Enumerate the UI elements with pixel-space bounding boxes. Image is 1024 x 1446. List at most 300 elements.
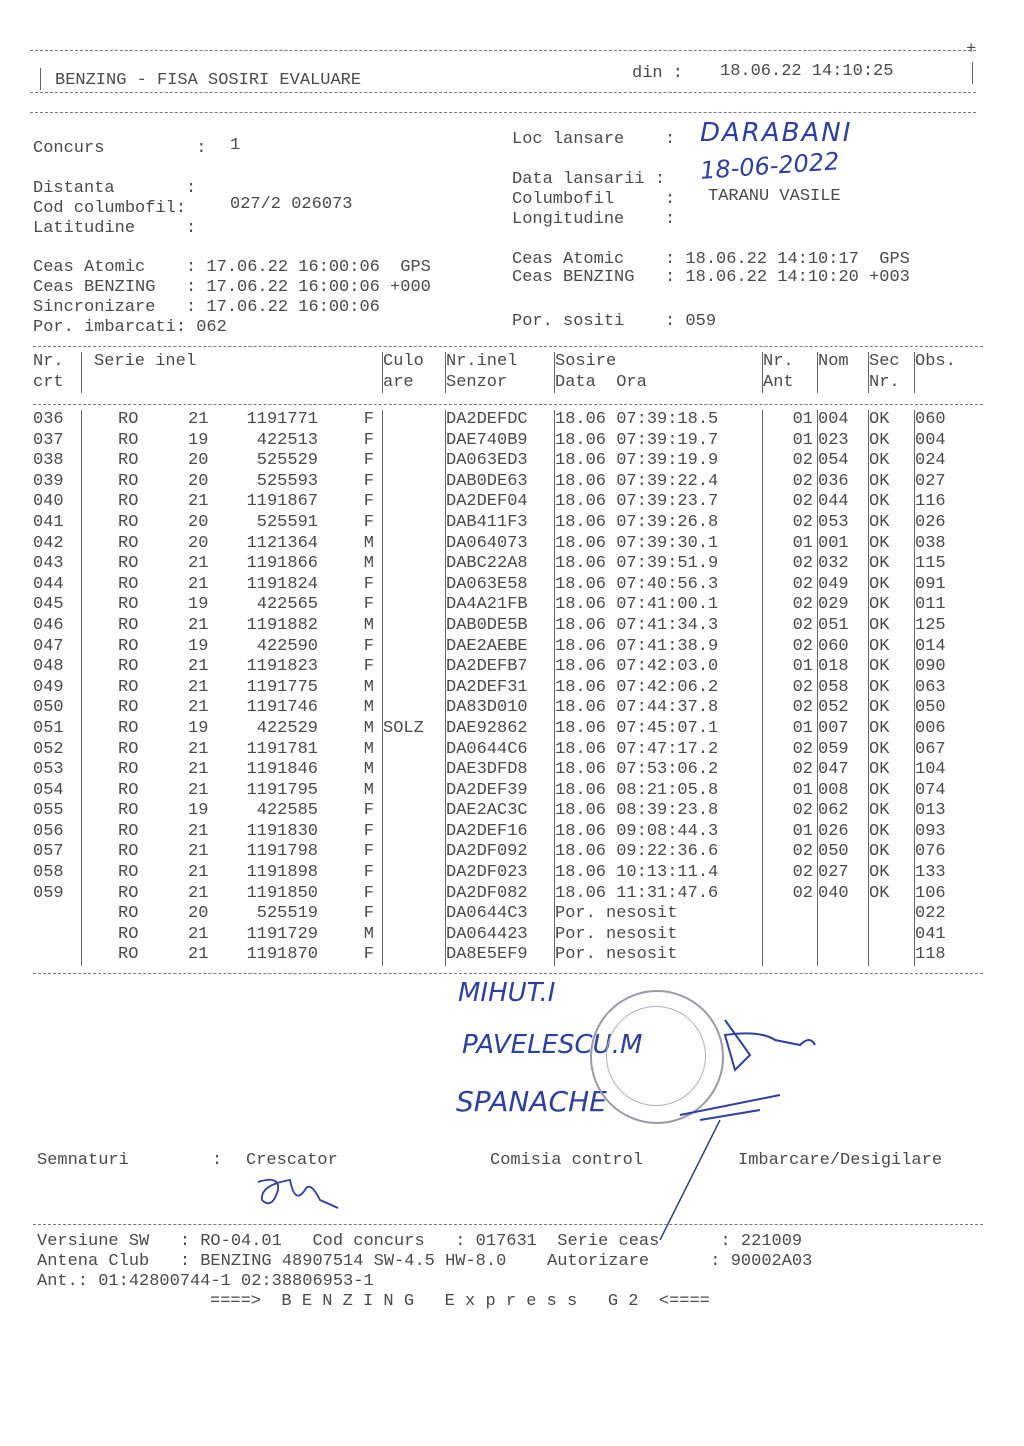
cell-senzor: DAB411F3 <box>446 513 555 534</box>
cell-obs: 116 <box>915 492 996 513</box>
ring-country: RO <box>118 760 139 780</box>
col-culoare-2: are <box>383 373 446 394</box>
cell-sosire: 18.06 07:39:19.9 <box>555 451 763 472</box>
ring-number: 1191746 <box>246 698 318 718</box>
cell-nom <box>818 904 869 925</box>
cell-serie <box>82 410 383 431</box>
cell-obs: 041 <box>915 925 996 946</box>
ring-year: 20 <box>188 904 209 924</box>
distanta-label: Distanta : <box>33 179 197 198</box>
cell-nom: 029 <box>818 595 869 616</box>
ring-number: 1191866 <box>246 554 318 574</box>
cell-sosire: 18.06 09:08:44.3 <box>555 822 763 843</box>
col-culoare: Culo <box>383 352 446 373</box>
ring-year: 21 <box>188 492 209 512</box>
cell-sosire: 18.06 07:42:03.0 <box>555 657 763 678</box>
ring-year: 19 <box>188 430 209 450</box>
cell-nr: 049 <box>33 677 64 697</box>
table-row <box>33 904 995 925</box>
cell-nom: 052 <box>818 698 869 719</box>
col-senzor-2: Senzor <box>446 373 555 394</box>
ring-sex: M <box>363 615 374 635</box>
cell-nr: 052 <box>33 739 64 759</box>
cell-nom: 059 <box>818 740 869 761</box>
cell-ant <box>763 904 818 925</box>
cell-senzor: DA2DEF39 <box>446 781 555 802</box>
cell-obs: 050 <box>915 698 996 719</box>
ring-sex: F <box>363 821 374 841</box>
cell-obs: 118 <box>915 945 996 966</box>
cell-culoare <box>383 945 446 966</box>
table-row <box>33 616 995 637</box>
table-row <box>33 657 995 678</box>
ring-year: 19 <box>188 718 209 738</box>
cell-obs: 063 <box>915 678 996 699</box>
ring-year: 21 <box>188 657 209 677</box>
cell-sec: OK <box>869 863 915 884</box>
cell-culoare <box>383 554 446 575</box>
cell-senzor: DA0644C3 <box>446 904 555 925</box>
cell-senzor: DA2DF092 <box>446 842 555 863</box>
ring-sex: F <box>363 410 374 429</box>
din-label: din : <box>632 64 684 83</box>
cell-culoare <box>383 575 446 596</box>
cell-sosire: 18.06 07:41:34.3 <box>555 616 763 637</box>
cell-nr: 038 <box>33 451 64 471</box>
cell-sosire: 18.06 07:41:38.9 <box>555 637 763 658</box>
ring-year: 21 <box>188 760 209 780</box>
ring-country: RO <box>118 883 139 903</box>
cell-nr: 043 <box>33 554 64 574</box>
cell-nr <box>33 904 82 925</box>
cell-senzor: DA2DEF04 <box>446 492 555 513</box>
ring-year: 21 <box>188 410 209 429</box>
cell-culoare <box>383 657 446 678</box>
cell-culoare <box>383 595 446 616</box>
cell-culoare <box>383 698 446 719</box>
ring-year: 21 <box>188 554 209 574</box>
cell-nom: 026 <box>818 822 869 843</box>
cell-sosire: 18.06 07:42:06.2 <box>555 678 763 699</box>
cell-nr: 039 <box>33 471 64 491</box>
cell-sec: OK <box>869 451 915 472</box>
cell-culoare <box>383 492 446 513</box>
cell-nom: 050 <box>818 842 869 863</box>
cell-ant: 02 <box>763 554 818 575</box>
ring-year: 21 <box>188 739 209 759</box>
cell-sosire: Por. nesosit <box>555 945 763 966</box>
ring-sex: F <box>363 512 374 532</box>
sincronizare: Sincronizare : 17.06.22 16:00:06 <box>33 298 380 317</box>
cell-serie <box>82 451 383 472</box>
cell-ant: 02 <box>763 801 818 822</box>
table-row <box>33 863 995 884</box>
cell-senzor: DA83D010 <box>446 698 555 719</box>
ring-country: RO <box>118 945 139 965</box>
cell-culoare <box>383 781 446 802</box>
cell-sec: OK <box>869 595 915 616</box>
cell-sosire: 18.06 07:39:19.7 <box>555 431 763 452</box>
ceas-benzing-start: Ceas BENZING : 17.06.22 16:00:06 +000 <box>33 278 431 297</box>
cell-sosire: 18.06 07:45:07.1 <box>555 719 763 740</box>
cell-obs: 006 <box>915 719 996 740</box>
por-imbarcati: Por. imbarcati: 062 <box>33 318 227 337</box>
col-sec: Sec <box>869 352 915 373</box>
ring-country: RO <box>118 739 139 759</box>
handwritten-name-2: PAVELESCU.M <box>462 1030 643 1060</box>
cell-nom: 058 <box>818 678 869 699</box>
cell-serie <box>82 554 383 575</box>
table-row <box>33 801 995 822</box>
comisia-control-label: Comisia control <box>490 1151 644 1170</box>
cell-obs: 133 <box>915 863 996 884</box>
table-header-border <box>33 404 983 405</box>
cell-sec: OK <box>869 842 915 863</box>
ring-number: 422565 <box>256 595 318 615</box>
table-row <box>33 472 995 493</box>
ring-country: RO <box>118 924 139 944</box>
table-row <box>33 637 995 658</box>
ring-country: RO <box>118 677 139 697</box>
cell-culoare <box>383 431 446 452</box>
cell-serie <box>82 492 383 513</box>
col-ant-2: Ant <box>763 373 818 394</box>
table-row <box>33 822 995 843</box>
cell-sosire: 18.06 07:53:06.2 <box>555 760 763 781</box>
ring-country: RO <box>118 430 139 450</box>
ring-sex: M <box>363 924 374 944</box>
header-bottom-border <box>30 112 976 113</box>
ring-sex: F <box>363 945 374 965</box>
cell-ant: 01 <box>763 431 818 452</box>
col-nom: Nom <box>818 352 869 373</box>
cell-obs: 011 <box>915 595 996 616</box>
ring-country: RO <box>118 595 139 615</box>
ring-sex: F <box>363 574 374 594</box>
cell-obs: 093 <box>915 822 996 843</box>
data-lansarii-label: Data lansarii : <box>512 170 666 189</box>
ring-number: 525591 <box>256 512 318 532</box>
footer-divider <box>33 1224 983 1225</box>
crescator-label: Crescator <box>246 1151 338 1170</box>
cell-obs: 104 <box>915 760 996 781</box>
concurs-label: Concurs : <box>33 139 207 158</box>
cell-culoare <box>383 801 446 822</box>
por-sositi: Por. sositi : 059 <box>512 312 717 331</box>
header-right-bar <box>972 62 973 84</box>
col-nr: Nr. <box>33 352 64 371</box>
cell-nom: 007 <box>818 719 869 740</box>
ring-year: 20 <box>188 512 209 532</box>
cell-senzor: DABC22A8 <box>446 554 555 575</box>
cell-culoare <box>383 904 446 925</box>
cell-serie <box>82 616 383 637</box>
ring-sex: M <box>363 698 374 718</box>
cell-sec: OK <box>869 472 915 493</box>
cell-senzor: DAE2AEBE <box>446 637 555 658</box>
col-sosire: Sosire <box>555 352 763 373</box>
cell-nr: 056 <box>33 821 64 841</box>
cell-serie <box>82 678 383 699</box>
ring-sex: F <box>363 471 374 491</box>
cell-culoare: SOLZ <box>383 719 446 740</box>
ring-sex: M <box>363 718 374 738</box>
cell-sec: OK <box>869 554 915 575</box>
cell-nr <box>33 925 82 946</box>
cell-sosire: 18.06 07:39:22.4 <box>555 472 763 493</box>
cell-ant: 02 <box>763 492 818 513</box>
cell-serie <box>82 842 383 863</box>
cell-nr: 053 <box>33 760 64 780</box>
cell-nom: 049 <box>818 575 869 596</box>
cell-nr: 046 <box>33 615 64 635</box>
cell-nr: 045 <box>33 595 64 615</box>
cell-nr: 037 <box>33 430 64 450</box>
cell-sosire: Por. nesosit <box>555 925 763 946</box>
cell-ant: 02 <box>763 863 818 884</box>
longitudine-label: Longitudine : <box>512 210 676 229</box>
cell-senzor: DAB0DE5B <box>446 616 555 637</box>
ring-country: RO <box>118 863 139 883</box>
col-ant: Nr. <box>763 352 818 373</box>
cell-sosire: 18.06 07:39:23.7 <box>555 492 763 513</box>
cell-senzor: DA2DEFDC <box>446 410 555 431</box>
ring-year: 21 <box>188 677 209 697</box>
ring-number: 422590 <box>256 636 318 656</box>
cell-ant: 02 <box>763 760 818 781</box>
cell-sosire: 18.06 09:22:36.6 <box>555 842 763 863</box>
ring-country: RO <box>118 554 139 574</box>
cell-culoare <box>383 740 446 761</box>
cell-culoare <box>383 884 446 905</box>
cell-senzor: DA2DEFB7 <box>446 657 555 678</box>
table-header <box>33 352 995 393</box>
cell-nr <box>33 945 82 966</box>
cod-columbofil-value: 027/2 026073 <box>230 195 353 214</box>
cell-sec: OK <box>869 575 915 596</box>
columbofil-label: Columbofil : <box>512 190 676 209</box>
ring-country: RO <box>118 842 139 862</box>
ring-year: 21 <box>188 780 209 800</box>
ceas-atomic-start: Ceas Atomic : 17.06.22 16:00:06 GPS <box>33 258 431 277</box>
cell-senzor: DA8E5EF9 <box>446 945 555 966</box>
table-row <box>33 534 995 555</box>
table-row <box>33 513 995 534</box>
cell-nom <box>818 925 869 946</box>
cell-nom: 040 <box>818 884 869 905</box>
ring-sex: F <box>363 430 374 450</box>
header-corner-tr: + <box>966 40 977 59</box>
col-nr-2: crt <box>33 372 64 392</box>
cell-serie <box>82 637 383 658</box>
cell-senzor: DA063ED3 <box>446 451 555 472</box>
table-row <box>33 431 995 452</box>
cell-senzor: DA2DEF31 <box>446 678 555 699</box>
cell-culoare <box>383 410 446 431</box>
cell-sosire: 18.06 10:13:11.4 <box>555 863 763 884</box>
ring-number: 1191775 <box>246 677 318 697</box>
ring-country: RO <box>118 780 139 800</box>
table-row <box>33 410 995 431</box>
cell-obs: 027 <box>915 472 996 493</box>
cell-senzor: DA2DF023 <box>446 863 555 884</box>
ring-country: RO <box>118 801 139 821</box>
cell-sec: OK <box>869 822 915 843</box>
cell-obs: 014 <box>915 637 996 658</box>
ring-country: RO <box>118 451 139 471</box>
cell-ant: 02 <box>763 595 818 616</box>
cell-sec: OK <box>869 740 915 761</box>
cell-nr: 041 <box>33 512 64 532</box>
ring-year: 21 <box>188 945 209 965</box>
cell-sec: OK <box>869 534 915 555</box>
ceas-atomic-end: Ceas Atomic : 18.06.22 14:10:17 GPS <box>512 250 910 269</box>
cell-nom: 044 <box>818 492 869 513</box>
cell-sosire: 18.06 07:44:37.8 <box>555 698 763 719</box>
cell-sec: OK <box>869 492 915 513</box>
ring-sex: F <box>363 801 374 821</box>
cell-obs: 106 <box>915 884 996 905</box>
cell-sec: OK <box>869 698 915 719</box>
cell-obs: 022 <box>915 904 996 925</box>
ring-sex: F <box>363 842 374 862</box>
ring-country: RO <box>118 574 139 594</box>
ring-number: 422529 <box>256 718 318 738</box>
ring-year: 20 <box>188 471 209 491</box>
cell-sosire: 18.06 07:39:18.5 <box>555 410 763 431</box>
cell-ant: 02 <box>763 678 818 699</box>
cell-senzor: DA2DF082 <box>446 884 555 905</box>
cell-senzor: DAE92862 <box>446 719 555 740</box>
cell-sec: OK <box>869 719 915 740</box>
cell-serie <box>82 595 383 616</box>
cell-serie <box>82 801 383 822</box>
cell-serie <box>82 863 383 884</box>
ring-number: 525519 <box>256 904 318 924</box>
cell-senzor: DA4A21FB <box>446 595 555 616</box>
ring-year: 21 <box>188 842 209 862</box>
ring-country: RO <box>118 615 139 635</box>
ring-number: 1191870 <box>246 945 318 965</box>
ring-sex: M <box>363 554 374 574</box>
ring-year: 21 <box>188 574 209 594</box>
col-obs-2 <box>915 373 996 394</box>
ring-number: 1191882 <box>246 615 318 635</box>
cell-sec: OK <box>869 678 915 699</box>
cell-senzor: DA063E58 <box>446 575 555 596</box>
cell-nom: 004 <box>818 410 869 431</box>
col-serie-label: Serie inel <box>94 352 197 371</box>
cell-senzor: DA064073 <box>446 534 555 555</box>
table-row <box>33 884 995 905</box>
ring-year: 19 <box>188 801 209 821</box>
cell-nr: 055 <box>33 801 64 821</box>
cell-obs: 115 <box>915 554 996 575</box>
ring-number: 525529 <box>256 451 318 471</box>
table-row <box>33 719 995 740</box>
cell-sec: OK <box>869 637 915 658</box>
ring-sex: F <box>363 883 374 903</box>
cell-obs: 026 <box>915 513 996 534</box>
table-row <box>33 492 995 513</box>
cell-sec: OK <box>869 616 915 637</box>
cell-senzor: DAE3DFD8 <box>446 760 555 781</box>
cell-senzor: DAE740B9 <box>446 431 555 452</box>
ring-number: 1191867 <box>246 492 318 512</box>
ring-number: 1191850 <box>246 883 318 903</box>
cell-nom: 051 <box>818 616 869 637</box>
cell-nom: 023 <box>818 431 869 452</box>
loc-lansare-value: DARABANI <box>700 118 853 148</box>
ring-country: RO <box>118 471 139 491</box>
col-senzor: Nr.inel <box>446 352 555 373</box>
cell-obs: 013 <box>915 801 996 822</box>
ceas-benzing-end: Ceas BENZING : 18.06.22 14:10:20 +003 <box>512 268 910 287</box>
cell-sosire: 18.06 07:40:56.3 <box>555 575 763 596</box>
table-bottom-border <box>33 973 983 974</box>
cell-senzor: DA064423 <box>446 925 555 946</box>
cell-senzor: DA0644C6 <box>446 740 555 761</box>
cell-nr: 057 <box>33 842 64 862</box>
imbarcare-label: Imbarcare/Desigilare <box>738 1151 943 1170</box>
cell-nr: 044 <box>33 574 64 594</box>
cell-nom: 018 <box>818 657 869 678</box>
cell-nr: 059 <box>33 883 64 903</box>
cell-culoare <box>383 513 446 534</box>
cell-nr: 047 <box>33 636 64 656</box>
ring-country: RO <box>118 533 139 553</box>
cell-culoare <box>383 472 446 493</box>
cell-nom <box>818 945 869 966</box>
cell-serie <box>82 657 383 678</box>
cell-culoare <box>383 637 446 658</box>
cell-nom: 053 <box>818 513 869 534</box>
cell-culoare <box>383 863 446 884</box>
cell-sec: OK <box>869 760 915 781</box>
cell-serie <box>82 698 383 719</box>
ring-sex: M <box>363 780 374 800</box>
cell-ant: 02 <box>763 884 818 905</box>
cell-serie <box>82 472 383 493</box>
ring-number: 1191823 <box>246 657 318 677</box>
cell-nom: 032 <box>818 554 869 575</box>
cell-sec: OK <box>869 657 915 678</box>
cell-culoare <box>383 451 446 472</box>
cell-sosire: 18.06 07:41:00.1 <box>555 595 763 616</box>
cell-ant: 02 <box>763 616 818 637</box>
table-row <box>33 698 995 719</box>
table-top-border <box>33 346 983 347</box>
cell-nr: 042 <box>33 533 64 553</box>
cell-sec <box>869 925 915 946</box>
cell-ant: 01 <box>763 657 818 678</box>
cell-obs: 125 <box>915 616 996 637</box>
cell-serie <box>82 740 383 761</box>
cell-sec: OK <box>869 513 915 534</box>
cell-senzor: DAB0DE63 <box>446 472 555 493</box>
ring-year: 21 <box>188 863 209 883</box>
cell-sec <box>869 945 915 966</box>
semnaturi-label: Semnaturi <box>37 1151 129 1170</box>
cell-serie <box>82 925 383 946</box>
ring-number: 1191771 <box>246 410 318 429</box>
cell-serie <box>82 945 383 966</box>
cell-ant: 01 <box>763 410 818 431</box>
cell-senzor: DA2DEF16 <box>446 822 555 843</box>
ring-country: RO <box>118 636 139 656</box>
table-row <box>33 451 995 472</box>
ring-sex: F <box>363 492 374 512</box>
